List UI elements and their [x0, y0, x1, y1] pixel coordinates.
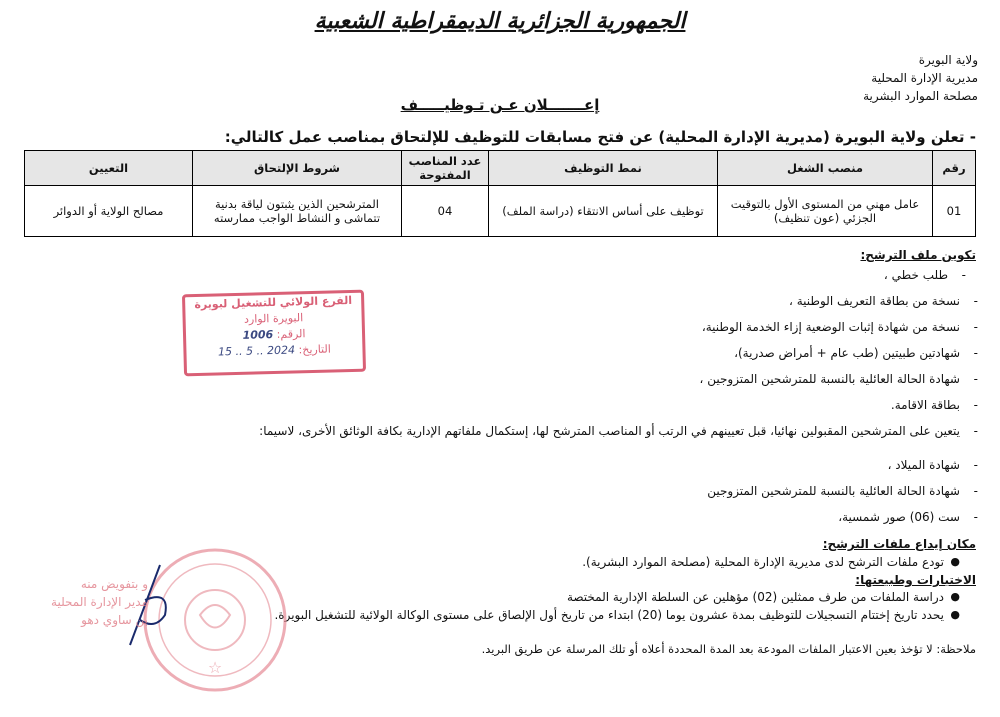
list-item-text: يتعين على المترشحين المقبولين نهائيا، قبل تعيينهم في الرتب أو المناصب المترشح لها، إستكمال ملفاتهم الإدارية بكافة الوثائق الأخرى، لاسيما: [259, 424, 960, 438]
cell-conditions: المترشحين الذين يثبتون لياقة بدنية تتماشى و النشاط الواجب ممارسته [193, 186, 402, 237]
republic-title: الجمهورية الجزائرية الديمقراطية الشعبية [314, 8, 686, 34]
list-item-text: بطاقة الاقامة. [890, 398, 960, 412]
cell-recruitment-mode: توظيف على أساس الانتقاء (دراسة الملف) [489, 186, 718, 237]
list-item: - ست (06) صور شمسية، [838, 510, 978, 524]
stamp-line1: الفرع الولائي للتشغيل لبويرة [194, 293, 353, 312]
reception-stamp [182, 290, 366, 377]
col-recruitment-mode-header: نمط التوظيف [489, 151, 718, 186]
list-item: - شهادة الميلاد ، [887, 458, 978, 472]
signature-block [28, 575, 148, 629]
list-item: - نسخة من شهادة إثبات الوضعية إزاء الخدمة الوطنية، [701, 320, 978, 334]
list-item-text: يحدد تاريخ إختتام التسجيلات للتوظيف بمدة عشرون يوما (20) ابتداء من تاريخ أول الإلصاق على مستوى الوكالة الولائية للتشغيل البويرة. [274, 608, 944, 622]
cell-positions-count: 04 [402, 186, 489, 237]
list-item-text: شهادتين طبيتين (طب عام + أمراض صدرية)، [734, 346, 960, 360]
directorate-name: مديرية الإدارة المحلية [871, 71, 978, 85]
list-item: - نسخة من بطاقة التعريف الوطنية ، [789, 294, 978, 308]
list-item: ● يحدد تاريخ إختتام التسجيلات للتوظيف بمدة عشرون يوما (20) ابتداء من تاريخ أول الإلصاق على مستوى الوكالة الولائية للتشغيل البويرة. [274, 608, 960, 622]
col-position-header: منصب الشغل [718, 151, 933, 186]
file-section-title: تكوين ملف الترشح: [860, 248, 976, 262]
list-item-text: شهادة الحالة العائلية بالنسبة للمترشحين المتزوجين [707, 484, 960, 498]
stamp-date [186, 341, 362, 362]
list-item-text: طلب خطي ، [883, 268, 948, 282]
table-row [25, 186, 976, 237]
cell-position: عامل مهني من المستوى الأول بالتوقيت الجزئي (عون تنظيف) [718, 186, 933, 237]
list-item: ● دراسة الملفات من طرف ممثلين (02) مؤهلين عن السلطة الإدارية المختصة [566, 590, 960, 604]
tests-section-title: الاختبارات وطبيعتها: [855, 573, 976, 587]
cell-number: 01 [933, 186, 976, 237]
col-number-header: رقم [933, 151, 976, 186]
signature-line3: بن ساوي دهو [81, 613, 148, 627]
list-item-text: شهادة الميلاد ، [887, 458, 960, 472]
col-assignment-header: التعيين [25, 151, 193, 186]
svg-text:☆: ☆ [207, 658, 223, 677]
list-item: - يتعين على المترشحين المقبولين نهائيا، قبل تعيينهم في الرتب أو المناصب المترشح لها، إستكمال ملفاتهم الإدارية بكافة الوثائق الأخرى، لاسيما: [259, 424, 978, 438]
list-item: - بطاقة الاقامة. [890, 398, 978, 412]
jobs-table [24, 150, 976, 237]
list-item-text: شهادة الحالة العائلية بالنسبة للمترشحين المتزوجين ، [699, 372, 960, 386]
stamp-date-value: 2024 .. 5 .. 15 [217, 343, 296, 359]
service-name: مصلحة الموارد البشرية [863, 89, 978, 103]
stamp-line2: البويرة الوارد [243, 311, 304, 326]
signature-line1: و بتفويض منه [80, 577, 148, 591]
intro-text: - تعلن ولاية البويرة (مديرية الإدارة المحلية) عن فتح مسابقات للتوظيف للإلتحاق بمناصب عمل كالتالي: [224, 128, 976, 146]
list-item: ● تودع ملفات الترشح لدى مديرية الإدارة المحلية (مصلحة الموارد البشرية). [582, 555, 960, 569]
list-item: - طلب خطي ، [883, 268, 966, 282]
list-item-text: دراسة الملفات من طرف ممثلين (02) مؤهلين عن السلطة الإدارية المختصة [566, 590, 944, 604]
list-item: - شهادة الحالة العائلية بالنسبة للمترشحين المتزوجين ، [699, 372, 978, 386]
stamp-date-label: التاريخ: [298, 342, 331, 357]
wilaya-name: ولاية البويرة [918, 53, 978, 67]
deposit-section-title: مكان إيداع ملفات الترشح: [822, 537, 976, 551]
col-conditions-header: شروط الإلتحاق [193, 151, 402, 186]
list-item: - شهادة الحالة العائلية بالنسبة للمترشحين المتزوجين [707, 484, 978, 498]
list-item: - شهادتين طبيتين (طب عام + أمراض صدرية)، [734, 346, 978, 360]
col-positions-count-header: عدد المناصب المفتوحة [402, 151, 489, 186]
announcement-title: إعـــــــلان عـن تـوظيـــــف [400, 96, 600, 114]
signature-line2: مدير الإدارة المحلية [51, 595, 148, 609]
stamp-number-value: 1006 [242, 328, 274, 342]
note-text: ملاحظة: لا تؤخذ بعين الاعتبار الملفات المودعة بعد المدة المحددة أعلاه أو تلك المرسلة عن طريق البريد. [481, 642, 976, 656]
table-header-row [25, 151, 976, 186]
stamp-number-label: الرقم: [276, 327, 306, 341]
list-item-text: نسخة من شهادة إثبات الوضعية إزاء الخدمة الوطنية، [701, 320, 960, 334]
list-item-text: ست (06) صور شمسية، [838, 510, 960, 524]
list-item-text: نسخة من بطاقة التعريف الوطنية ، [789, 294, 960, 308]
cell-assignment: مصالح الولاية أو الدوائر [25, 186, 193, 237]
list-item-text: تودع ملفات الترشح لدى مديرية الإدارة المحلية (مصلحة الموارد البشرية). [582, 555, 944, 569]
